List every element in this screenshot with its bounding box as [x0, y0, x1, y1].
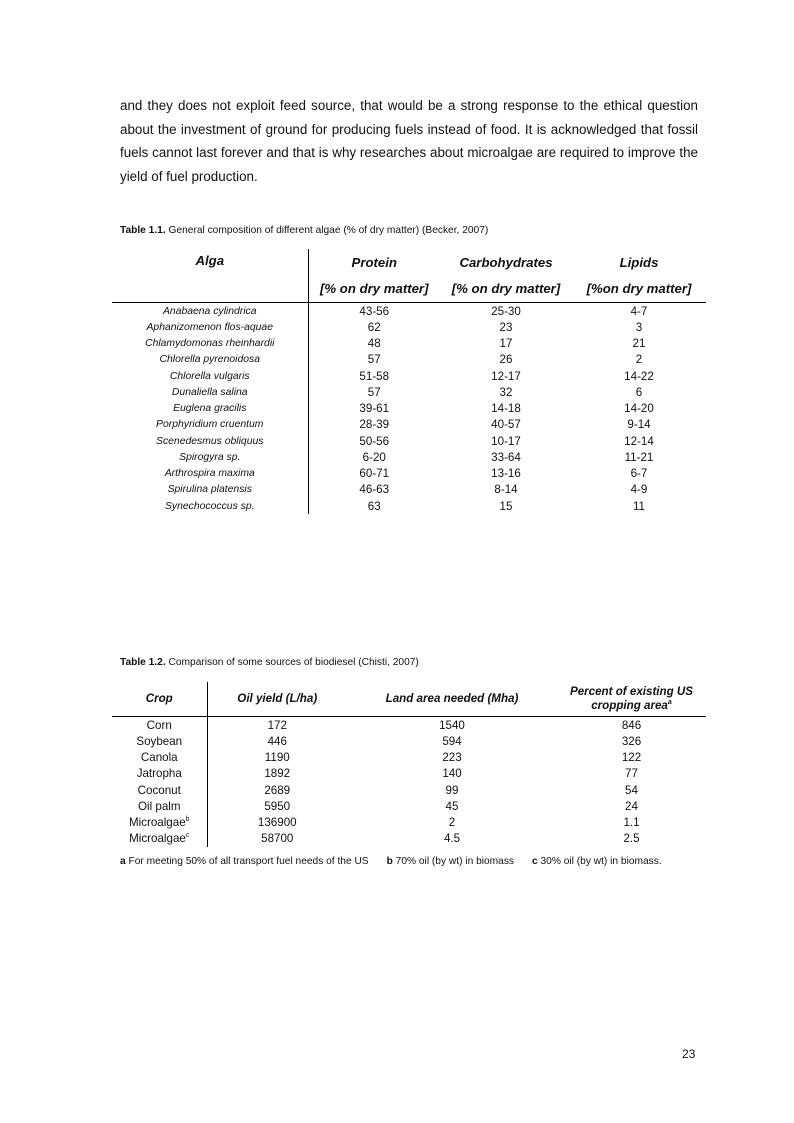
lipids-cell: 14-22 — [624, 369, 654, 383]
algae-table-body — [112, 303, 706, 515]
lipids-cell: 11-21 — [624, 450, 654, 464]
table-row — [112, 368, 706, 384]
table2-caption-text: Comparison of some sources of biodiesel (Chisti, 2007) — [165, 657, 419, 668]
footnote-key: b — [386, 856, 393, 867]
oil-yield-cell: 1892 — [264, 767, 291, 781]
table-row — [112, 303, 706, 320]
crop-cell — [112, 831, 207, 847]
page-number: 23 — [682, 1047, 696, 1061]
carbohydrates-cell: 12-17 — [491, 369, 521, 383]
protein-cell: 60-71 — [359, 467, 390, 481]
alga-cell: Porphyridium cruentum — [112, 417, 308, 433]
percent-cell: 1.1 — [623, 816, 640, 830]
land-area-cell: 45 — [445, 799, 459, 813]
carbohydrates-cell: 13-16 — [491, 467, 521, 481]
table-row — [112, 798, 706, 814]
crop-name: Jatropha — [136, 767, 182, 781]
crop-footnote-marker: c — [185, 832, 190, 840]
land-area-cell: 223 — [442, 751, 462, 765]
carbohydrates-cell: 32 — [499, 385, 513, 399]
crop-cell — [112, 815, 207, 831]
protein-cell: 46-63 — [359, 483, 390, 497]
oil-yield-cell: 58700 — [261, 832, 294, 846]
protein-cell: 57 — [367, 353, 381, 367]
table1-caption-text: General composition of different algae (% of dry matter) (Becker, 2007) — [165, 225, 489, 236]
header-percent-line2: cropping area — [591, 699, 668, 712]
protein-cell: 43-56 — [359, 304, 390, 318]
oil-yield-cell: 5950 — [264, 799, 291, 813]
table-row — [112, 733, 706, 749]
lipids-cell: 14-20 — [624, 402, 654, 416]
crop-name: Microalgae — [129, 832, 186, 846]
header-protein: Protein — [351, 254, 397, 270]
header-percent-cropping — [557, 682, 706, 717]
alga-cell: Synechococcus sp. — [112, 498, 308, 514]
alga-cell: Euglena gracilis — [112, 401, 308, 417]
header-lipids-unit: [%on dry matter] — [572, 275, 706, 303]
body-paragraph: and they does not exploit feed source, that would be a strong response to the ethical question about the investment of ground for producing fuels instead of food. It is acknowledged that fossil fuels cannot last forever and that is why researches about microalgae are required to improve the yield of fuel production. — [120, 98, 698, 184]
alga-cell: Anabaena cylindrica — [112, 303, 308, 320]
footnote-key: a — [120, 856, 126, 867]
protein-cell: 57 — [367, 385, 381, 399]
carbohydrates-cell: 26 — [499, 353, 513, 367]
footnote-text: For meeting 50% of all transport fuel needs of the US — [125, 856, 369, 867]
land-area-cell: 140 — [442, 767, 462, 781]
lipids-cell: 12-14 — [624, 434, 654, 448]
algae-composition-table — [112, 249, 706, 514]
lipids-cell: 4-9 — [630, 483, 648, 497]
crop-name: Microalgae — [128, 816, 186, 830]
land-area-cell: 4.5 — [443, 832, 461, 846]
table-row — [112, 717, 706, 734]
table-row — [112, 782, 706, 798]
alga-cell: Chlorella vulgaris — [112, 368, 308, 384]
table-row — [112, 401, 706, 417]
crop-cell — [112, 750, 207, 766]
footnote-a — [120, 856, 369, 867]
alga-cell: Arthrospira maxima — [112, 466, 308, 482]
header-carbohydrates-unit: [% on dry matter] — [440, 275, 572, 303]
table2-footnotes — [120, 856, 700, 867]
lipids-cell: 21 — [632, 337, 646, 351]
crop-cell — [112, 717, 207, 734]
table-row — [112, 498, 706, 514]
header-percent-line1: Percent of existing US — [569, 685, 694, 698]
protein-cell: 63 — [367, 499, 381, 513]
table1-caption — [120, 224, 488, 238]
land-area-cell: 99 — [445, 783, 459, 797]
header-oil-yield: Oil yield (L/ha) — [207, 682, 347, 717]
protein-cell: 39-61 — [359, 402, 390, 416]
percent-cell: 846 — [621, 718, 642, 732]
carbohydrates-cell: 8-14 — [494, 483, 518, 497]
header-land-area: Land area needed (Mha) — [347, 682, 557, 717]
crop-cell — [112, 766, 207, 782]
crop-name: Soybean — [136, 734, 183, 748]
percent-cell: 326 — [621, 734, 642, 748]
crop-name: Corn — [146, 718, 172, 732]
alga-cell: Spirulina platensis — [112, 482, 308, 498]
crop-cell — [112, 782, 207, 798]
protein-cell: 28-39 — [359, 418, 390, 432]
footnote-text: 30% oil (by wt) in biomass. — [537, 856, 662, 867]
lipids-cell: 2 — [635, 353, 643, 367]
protein-cell: 50-56 — [359, 434, 390, 448]
crop-name: Coconut — [137, 783, 181, 797]
alga-cell: Chlorella pyrenoidosa — [112, 352, 308, 368]
table-row — [112, 766, 706, 782]
percent-cell: 122 — [621, 751, 642, 765]
percent-cell: 54 — [625, 783, 638, 797]
table2-caption-label: Table 1.2. — [120, 657, 166, 668]
carbohydrates-cell: 17 — [499, 337, 513, 351]
alga-cell: Aphanizomenon flos-aquae — [112, 319, 308, 335]
table-row — [112, 319, 706, 335]
header-crop: Crop — [112, 682, 207, 717]
lipids-cell: 6 — [635, 385, 643, 399]
lipids-cell: 6-7 — [630, 467, 648, 481]
table-row — [112, 417, 706, 433]
percent-cell: 77 — [625, 767, 638, 781]
protein-cell: 48 — [367, 337, 381, 351]
table-row — [112, 482, 706, 498]
land-area-cell: 1540 — [439, 718, 465, 732]
table1-caption-label: Table 1.1. — [120, 225, 166, 236]
oil-yield-cell: 2689 — [264, 783, 291, 797]
protein-cell: 6-20 — [362, 450, 386, 464]
header-carbohydrates: Carbohydrates — [459, 254, 553, 270]
land-area-cell: 2 — [448, 816, 456, 830]
biodiesel-table-body — [112, 717, 706, 848]
oil-yield-cell: 1190 — [264, 751, 290, 765]
table-row — [112, 384, 706, 400]
carbohydrates-cell: 10-17 — [491, 434, 521, 448]
lipids-cell: 3 — [635, 320, 643, 334]
alga-cell: Dunaliella salina — [112, 384, 308, 400]
header-percent-sup: a — [667, 699, 672, 707]
percent-cell: 24 — [625, 799, 638, 813]
crop-cell — [112, 798, 207, 814]
header-lipids: Lipids — [619, 254, 659, 270]
lipids-cell: 11 — [632, 499, 646, 513]
header-protein-unit: [% on dry matter] — [308, 275, 440, 303]
carbohydrates-cell: 23 — [499, 320, 513, 334]
carbohydrates-cell: 15 — [499, 499, 513, 513]
crop-name: Canola — [140, 751, 178, 765]
carbohydrates-cell: 25-30 — [491, 304, 521, 318]
carbohydrates-cell: 33-64 — [491, 450, 521, 464]
table-row — [112, 449, 706, 465]
oil-yield-cell: 446 — [267, 734, 287, 748]
percent-cell: 2.5 — [623, 832, 640, 846]
alga-cell: Chlamydomonas rheinhardii — [112, 336, 308, 352]
oil-yield-cell: 136900 — [257, 816, 297, 830]
footnote-key: c — [532, 856, 538, 867]
footnote-c — [532, 856, 662, 867]
header-alga: Alga — [112, 249, 308, 303]
footnote-text: 70% oil (by wt) in biomass — [392, 856, 515, 867]
table-row — [112, 466, 706, 482]
land-area-cell: 594 — [442, 734, 462, 748]
footnote-b — [387, 856, 514, 867]
biodiesel-sources-table — [112, 682, 706, 847]
alga-cell: Spirogyra sp. — [112, 449, 308, 465]
table-row — [112, 433, 706, 449]
table-row — [112, 352, 706, 368]
table-row — [112, 815, 706, 831]
crop-cell — [112, 733, 207, 749]
crop-footnote-marker: b — [185, 816, 190, 824]
table-row — [112, 750, 706, 766]
table-row — [112, 336, 706, 352]
lipids-cell: 4-7 — [630, 304, 648, 318]
carbohydrates-cell: 40-57 — [491, 418, 521, 432]
oil-yield-cell: 172 — [267, 718, 287, 732]
lipids-cell: 9-14 — [627, 418, 651, 432]
alga-cell: Scenedesmus obliquus — [112, 433, 308, 449]
table2-caption — [120, 656, 419, 670]
protein-cell: 51-58 — [359, 369, 390, 383]
crop-name: Oil palm — [137, 799, 181, 813]
carbohydrates-cell: 14-18 — [491, 402, 521, 416]
table-row — [112, 831, 706, 847]
protein-cell: 62 — [367, 320, 381, 334]
